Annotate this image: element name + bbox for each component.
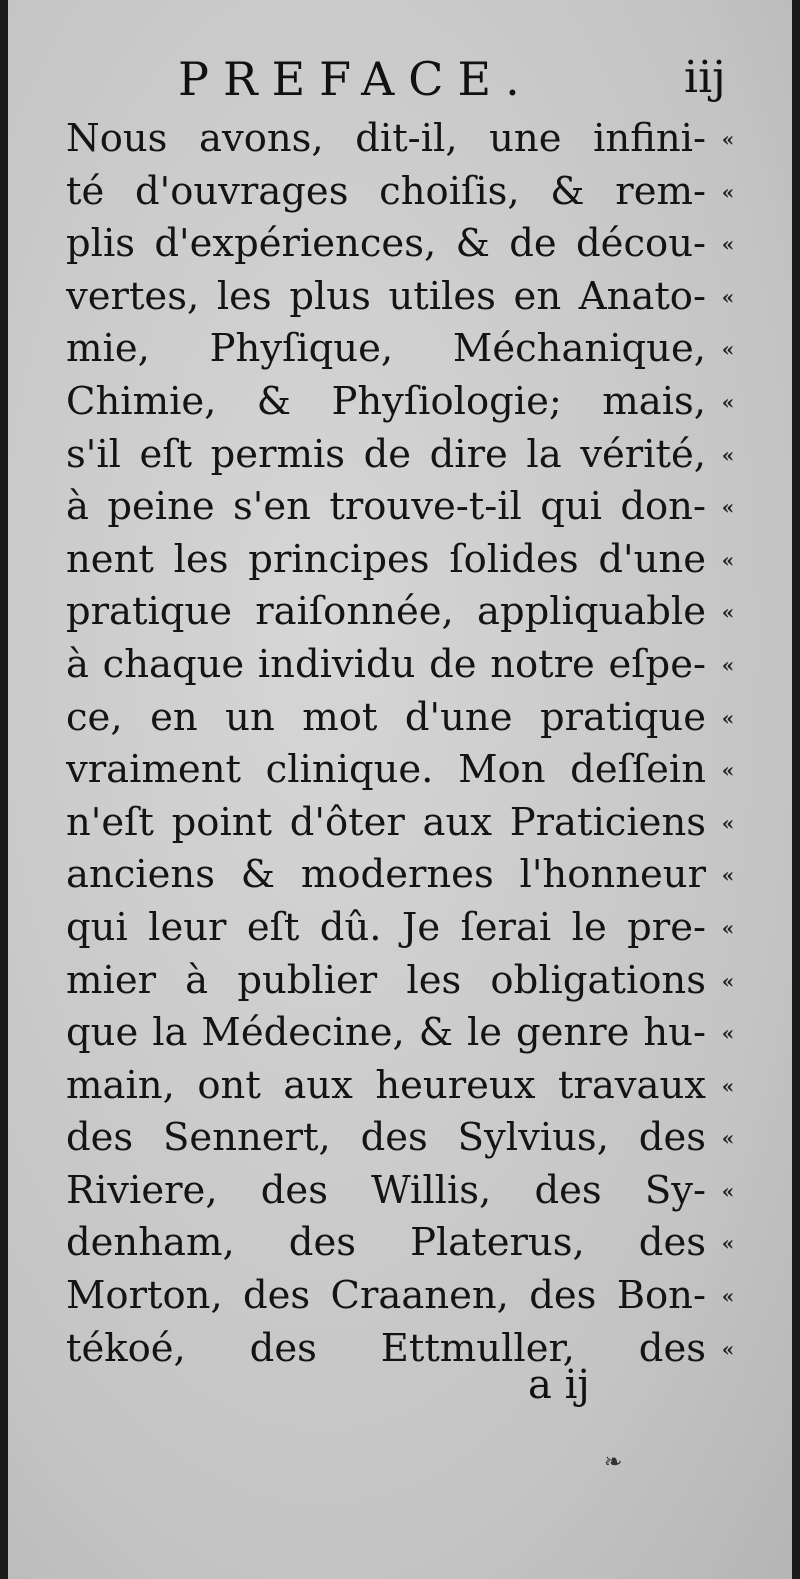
text-line: denham, des Platerus, des (66, 1220, 706, 1266)
quotation-mark: « (721, 1231, 735, 1256)
text-line: vertes, les plus utiles en Anato- (66, 273, 706, 319)
text-line: mier à publier les obligations (66, 957, 706, 1003)
text-line: des Sennert, des Sylvius, des (66, 1115, 706, 1161)
quotation-mark: « (721, 1178, 735, 1203)
quotation-mark: « (721, 284, 735, 309)
quotation-mark: « (721, 179, 735, 204)
quotation-mark: « (721, 547, 735, 572)
text-line: que la Médecine, & le genre hu- (66, 1010, 706, 1056)
text-line: plis d'expériences, & de décou- (66, 221, 706, 267)
text-line: s'il eſt permis de dire la vérité, (66, 431, 706, 477)
quotation-mark: « (721, 600, 735, 625)
quotation-mark: « (721, 652, 735, 677)
text-line: vraiment clinique. Mon deſſein (66, 747, 706, 793)
quotation-mark: « (721, 495, 735, 520)
text-line: n'eſt point d'ôter aux Praticiens (66, 799, 706, 845)
text-line: anciens & modernes l'honneur (66, 852, 706, 898)
text-line: main, ont aux heureux travaux (66, 1062, 706, 1108)
text-line: à peine s'en trouve-t-il qui don- (66, 484, 706, 530)
quotation-mark: « (721, 1021, 735, 1046)
quotation-mark: « (721, 1284, 735, 1309)
quotation-mark: « (721, 337, 735, 362)
text-line: mie, Phyſique, Méchanique, (66, 326, 706, 372)
quotation-mark: « (721, 127, 735, 151)
page-header (8, 52, 792, 112)
book-page (8, 0, 792, 1579)
ornament-icon: ❧ (604, 1450, 623, 1475)
text-line: té d'ouvrages choiſis, & rem- (66, 168, 706, 214)
quotation-mark: « (721, 1073, 735, 1098)
quotation-mark: « (721, 1126, 735, 1151)
page-number: iij (684, 52, 726, 103)
text-line: Morton, des Craanen, des Bon- (66, 1273, 706, 1319)
quotation-mark: « (721, 1336, 735, 1361)
text-line: qui leur eſt dû. Je ſerai le pre- (66, 904, 706, 950)
quotation-mark: « (721, 758, 735, 783)
signature-mark: a ij (528, 1362, 590, 1408)
text-line: Riviere, des Willis, des Sy- (66, 1167, 706, 1213)
quotation-mark: « (721, 915, 735, 940)
text-line: ce, en un mot d'une pratique (66, 694, 706, 740)
text-line: pratique raiſonnée, appliquable (66, 589, 706, 635)
text-line: Nous avons, dit-il, une infini- (66, 116, 706, 161)
text-line: nent les principes ſolides d'une (66, 536, 706, 582)
running-title: PREFACE. (178, 52, 534, 106)
quotation-mark: « (721, 389, 735, 414)
text-line: à chaque individu de notre eſpe- (66, 641, 706, 687)
quotation-mark: « (721, 968, 735, 993)
quotation-mark: « (721, 810, 735, 835)
quotation-mark: « (721, 863, 735, 888)
text-line: tékoé, des Ettmuller, des (66, 1325, 706, 1371)
quotation-mark: « (721, 705, 735, 730)
quotation-mark: « (721, 442, 735, 467)
body-text (66, 113, 706, 1375)
quotation-marks-column (708, 113, 748, 1375)
text-line: Chimie, & Phyſiologie; mais, (66, 378, 706, 424)
quotation-mark: « (721, 232, 735, 257)
